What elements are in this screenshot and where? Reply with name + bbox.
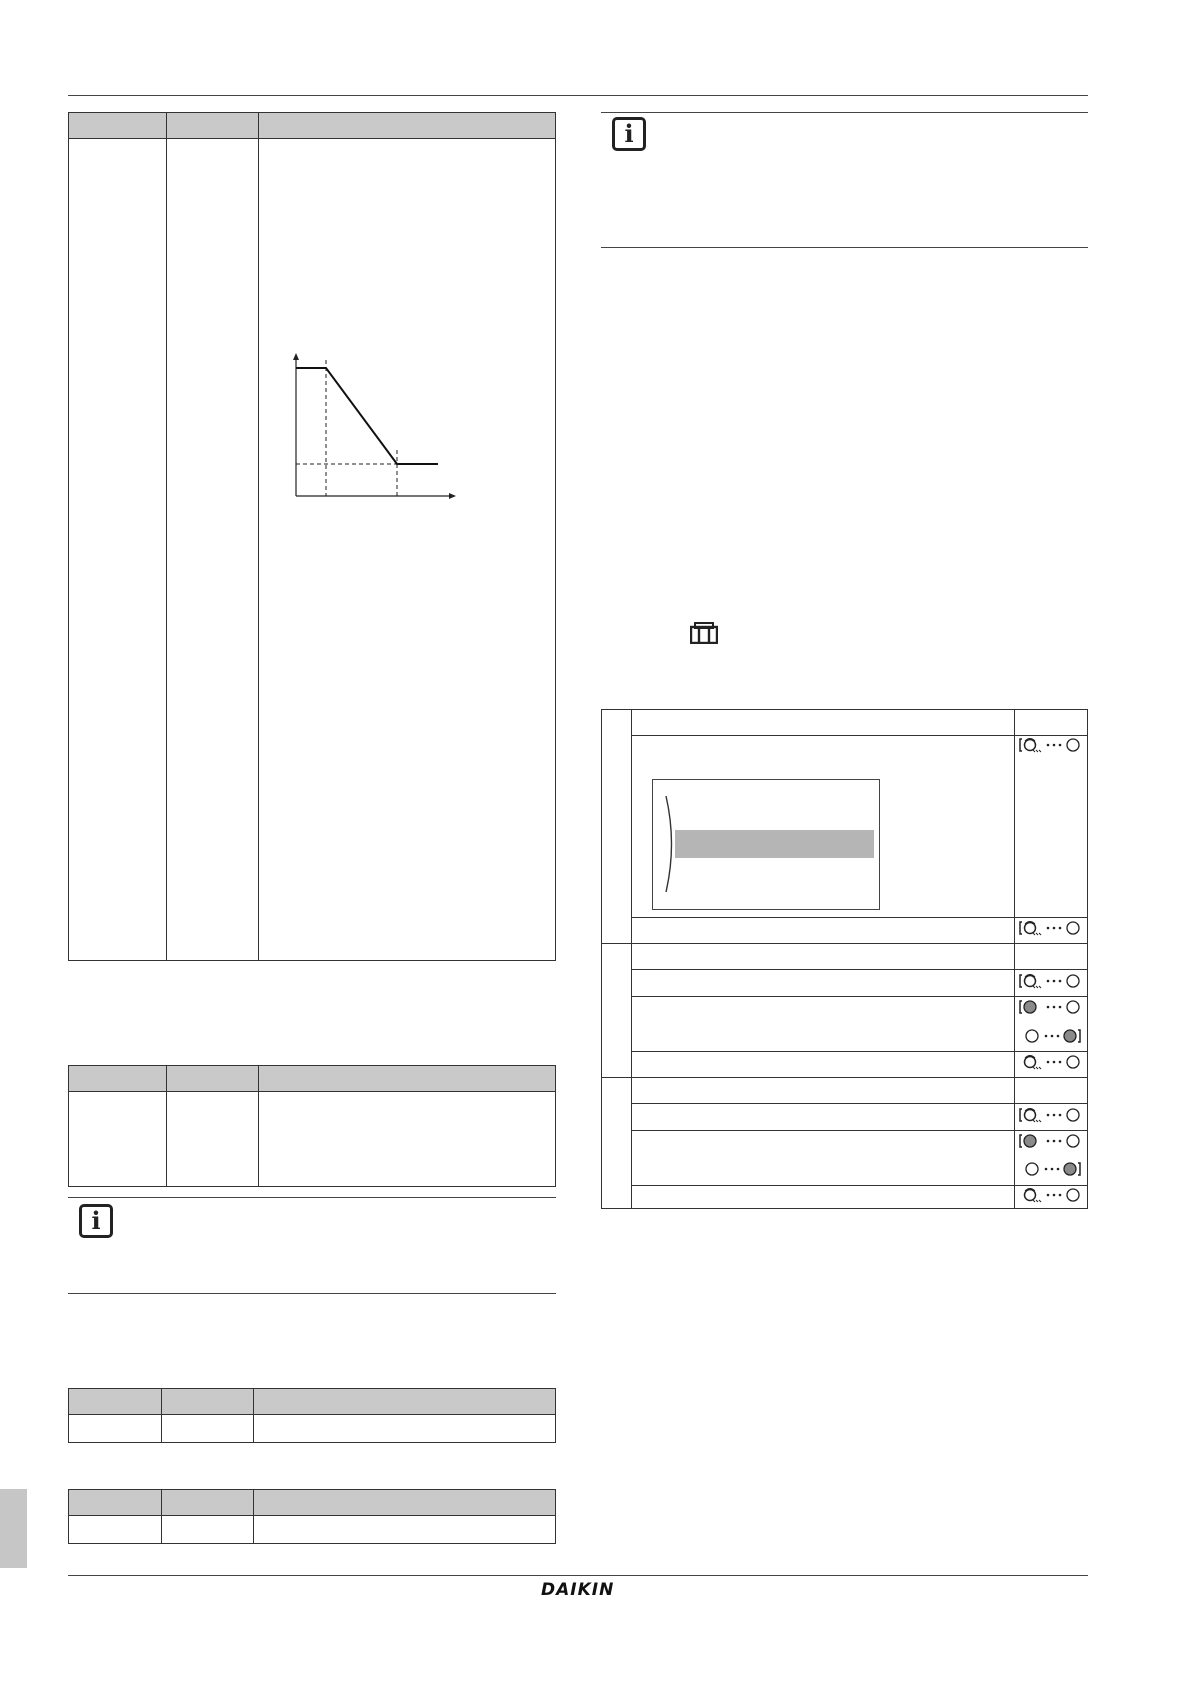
- footer-rule: [68, 1575, 1088, 1576]
- package-icon: [690, 622, 718, 644]
- press-left-dial-icon: [1018, 999, 1090, 1015]
- settings-table-1: [68, 112, 556, 961]
- info-box-top-rule: [68, 1197, 556, 1198]
- press-right-dial-icon: [1020, 1161, 1092, 1177]
- table-header: [69, 1389, 555, 1415]
- press-right-dial-icon: [1020, 1028, 1092, 1044]
- info-icon: i: [79, 1204, 113, 1238]
- weather-dependent-curve-graph: [280, 350, 460, 508]
- lcd-screen: [652, 779, 880, 910]
- rotate-dial-icon: [1018, 973, 1090, 989]
- chapter-side-tab: [0, 1489, 27, 1568]
- settings-table-2: [68, 1065, 556, 1187]
- info-box-top-rule: [601, 112, 1088, 113]
- daikin-logo: DAIKIN: [541, 1580, 615, 1600]
- table-header: [69, 1066, 555, 1092]
- lcd-selected-row: [675, 830, 874, 858]
- settings-table-4: [68, 1489, 556, 1544]
- press-left-dial-icon: [1018, 1133, 1090, 1149]
- header-rule: [68, 95, 1088, 96]
- rotate-dial-icon: [1018, 737, 1090, 753]
- table-header: [69, 1490, 555, 1516]
- rotate-dial-icon: [1018, 920, 1090, 936]
- settings-table-3: [68, 1388, 556, 1443]
- rotate-dial-icon: [1018, 1054, 1090, 1070]
- info-icon: i: [612, 117, 646, 151]
- info-box-bottom-rule: [68, 1293, 556, 1294]
- info-box-bottom-rule: [601, 247, 1088, 248]
- rotate-dial-icon: [1018, 1107, 1090, 1123]
- rotate-dial-icon: [1018, 1187, 1090, 1203]
- table-header: [69, 113, 555, 139]
